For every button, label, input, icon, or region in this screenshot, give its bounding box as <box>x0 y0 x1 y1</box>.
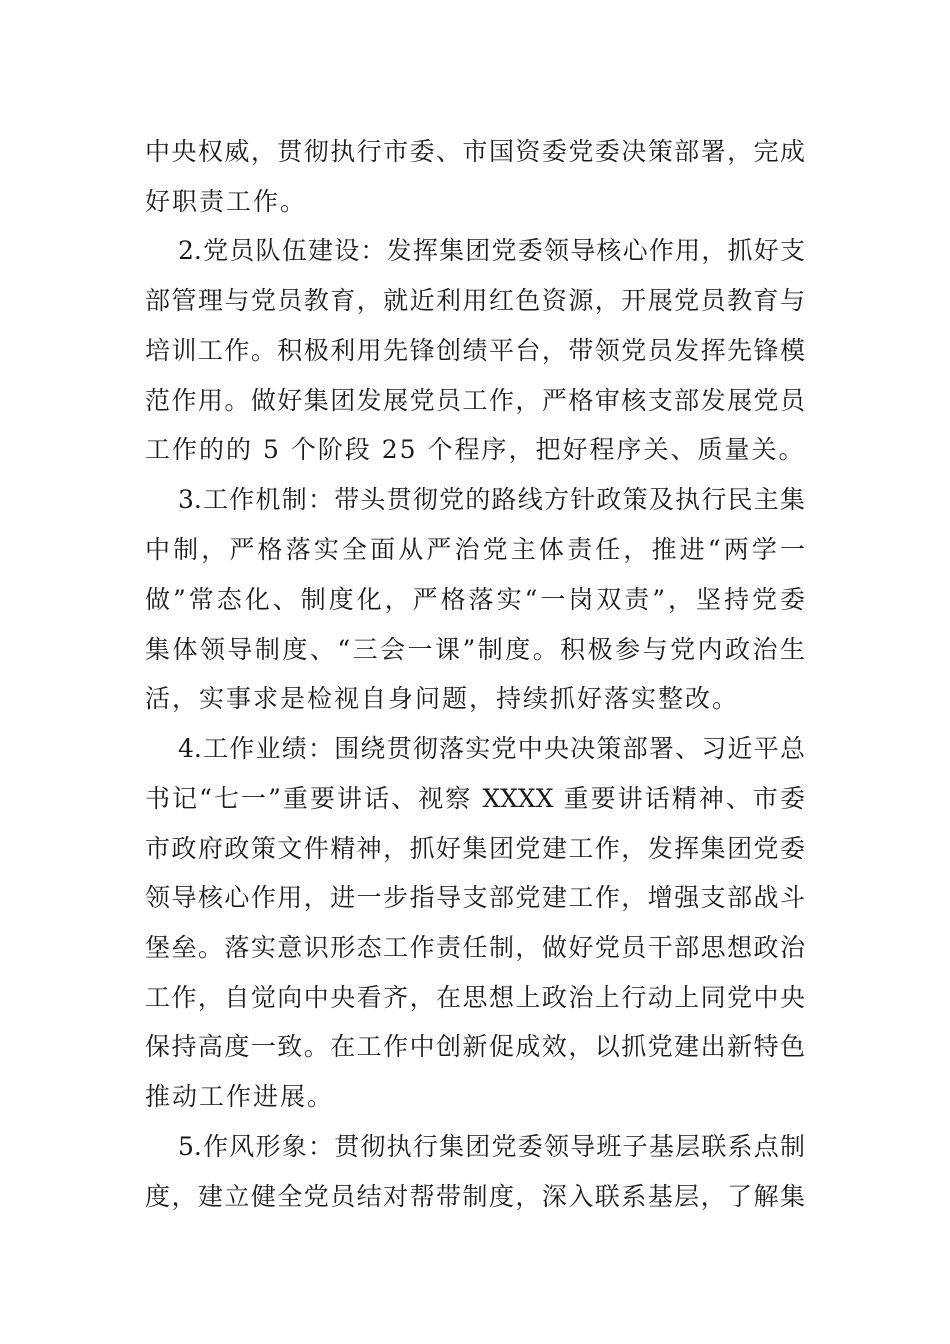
text-line: 范作用。做好集团发展党员工作，严格审核支部发展党员 <box>145 386 805 415</box>
text-line: 做”常态化、制度化，严格落实“一岗双责”，坚持党委 <box>145 585 805 614</box>
text-line: 中制，严格落实全面从严治党主体责任，推进“两学一 <box>145 535 805 564</box>
text-line: 中央权威，贯彻执行市委、市国资委党委决策部署，完成 <box>145 137 805 166</box>
text-line: 领导核心作用，进一步指导支部党建工作，增强支部战斗 <box>145 883 805 912</box>
text-line: 好职责工作。 <box>145 187 308 216</box>
paragraph-heading-line: 5.作风形象：贯彻执行集团党委领导班子基层联系点制 <box>178 1132 805 1161</box>
text-line: 堡垒。落实意识形态工作责任制，做好党员干部思想政治 <box>145 933 805 962</box>
text-line: 集体领导制度、“三会一课”制度。积极参与党内政治生 <box>145 635 805 664</box>
text-line: 培训工作。积极利用先锋创绩平台，带领党员发挥先锋模 <box>145 336 805 365</box>
text-line: 度，建立健全党员结对帮带制度，深入联系基层，了解集 <box>145 1182 805 1211</box>
paragraph-heading-line: 2.党员队伍建设：发挥集团党委领导核心作用，抓好支 <box>178 236 805 265</box>
paragraph-heading-line: 4.工作业绩：围绕贯彻落实党中央决策部署、习近平总 <box>178 734 805 763</box>
text-line: 工作的的 5 个阶段 25 个程序，把好程序关、质量关。 <box>145 435 806 464</box>
text-line: 部管理与党员教育，就近利用红色资源，开展党员教育与 <box>145 286 805 315</box>
paragraph-heading-line: 3.工作机制：带头贯彻党的路线方针政策及执行民主集 <box>178 485 805 514</box>
text-line: 市政府政策文件精神，抓好集团党建工作，发挥集团党委 <box>145 834 805 863</box>
text-line: 保持高度一致。在工作中创新促成效，以抓党建出新特色 <box>145 1032 805 1061</box>
text-line: 工作，自觉向中央看齐，在思想上政治上行动上同党中央 <box>145 983 805 1012</box>
text-line: 推动工作进展。 <box>145 1082 335 1111</box>
text-line: 活，实事求是检视自身问题，持续抓好落实整改。 <box>145 684 740 713</box>
text-line: 书记“七一”重要讲话、视察 XXXX 重要讲话精神、市委 <box>145 784 805 813</box>
